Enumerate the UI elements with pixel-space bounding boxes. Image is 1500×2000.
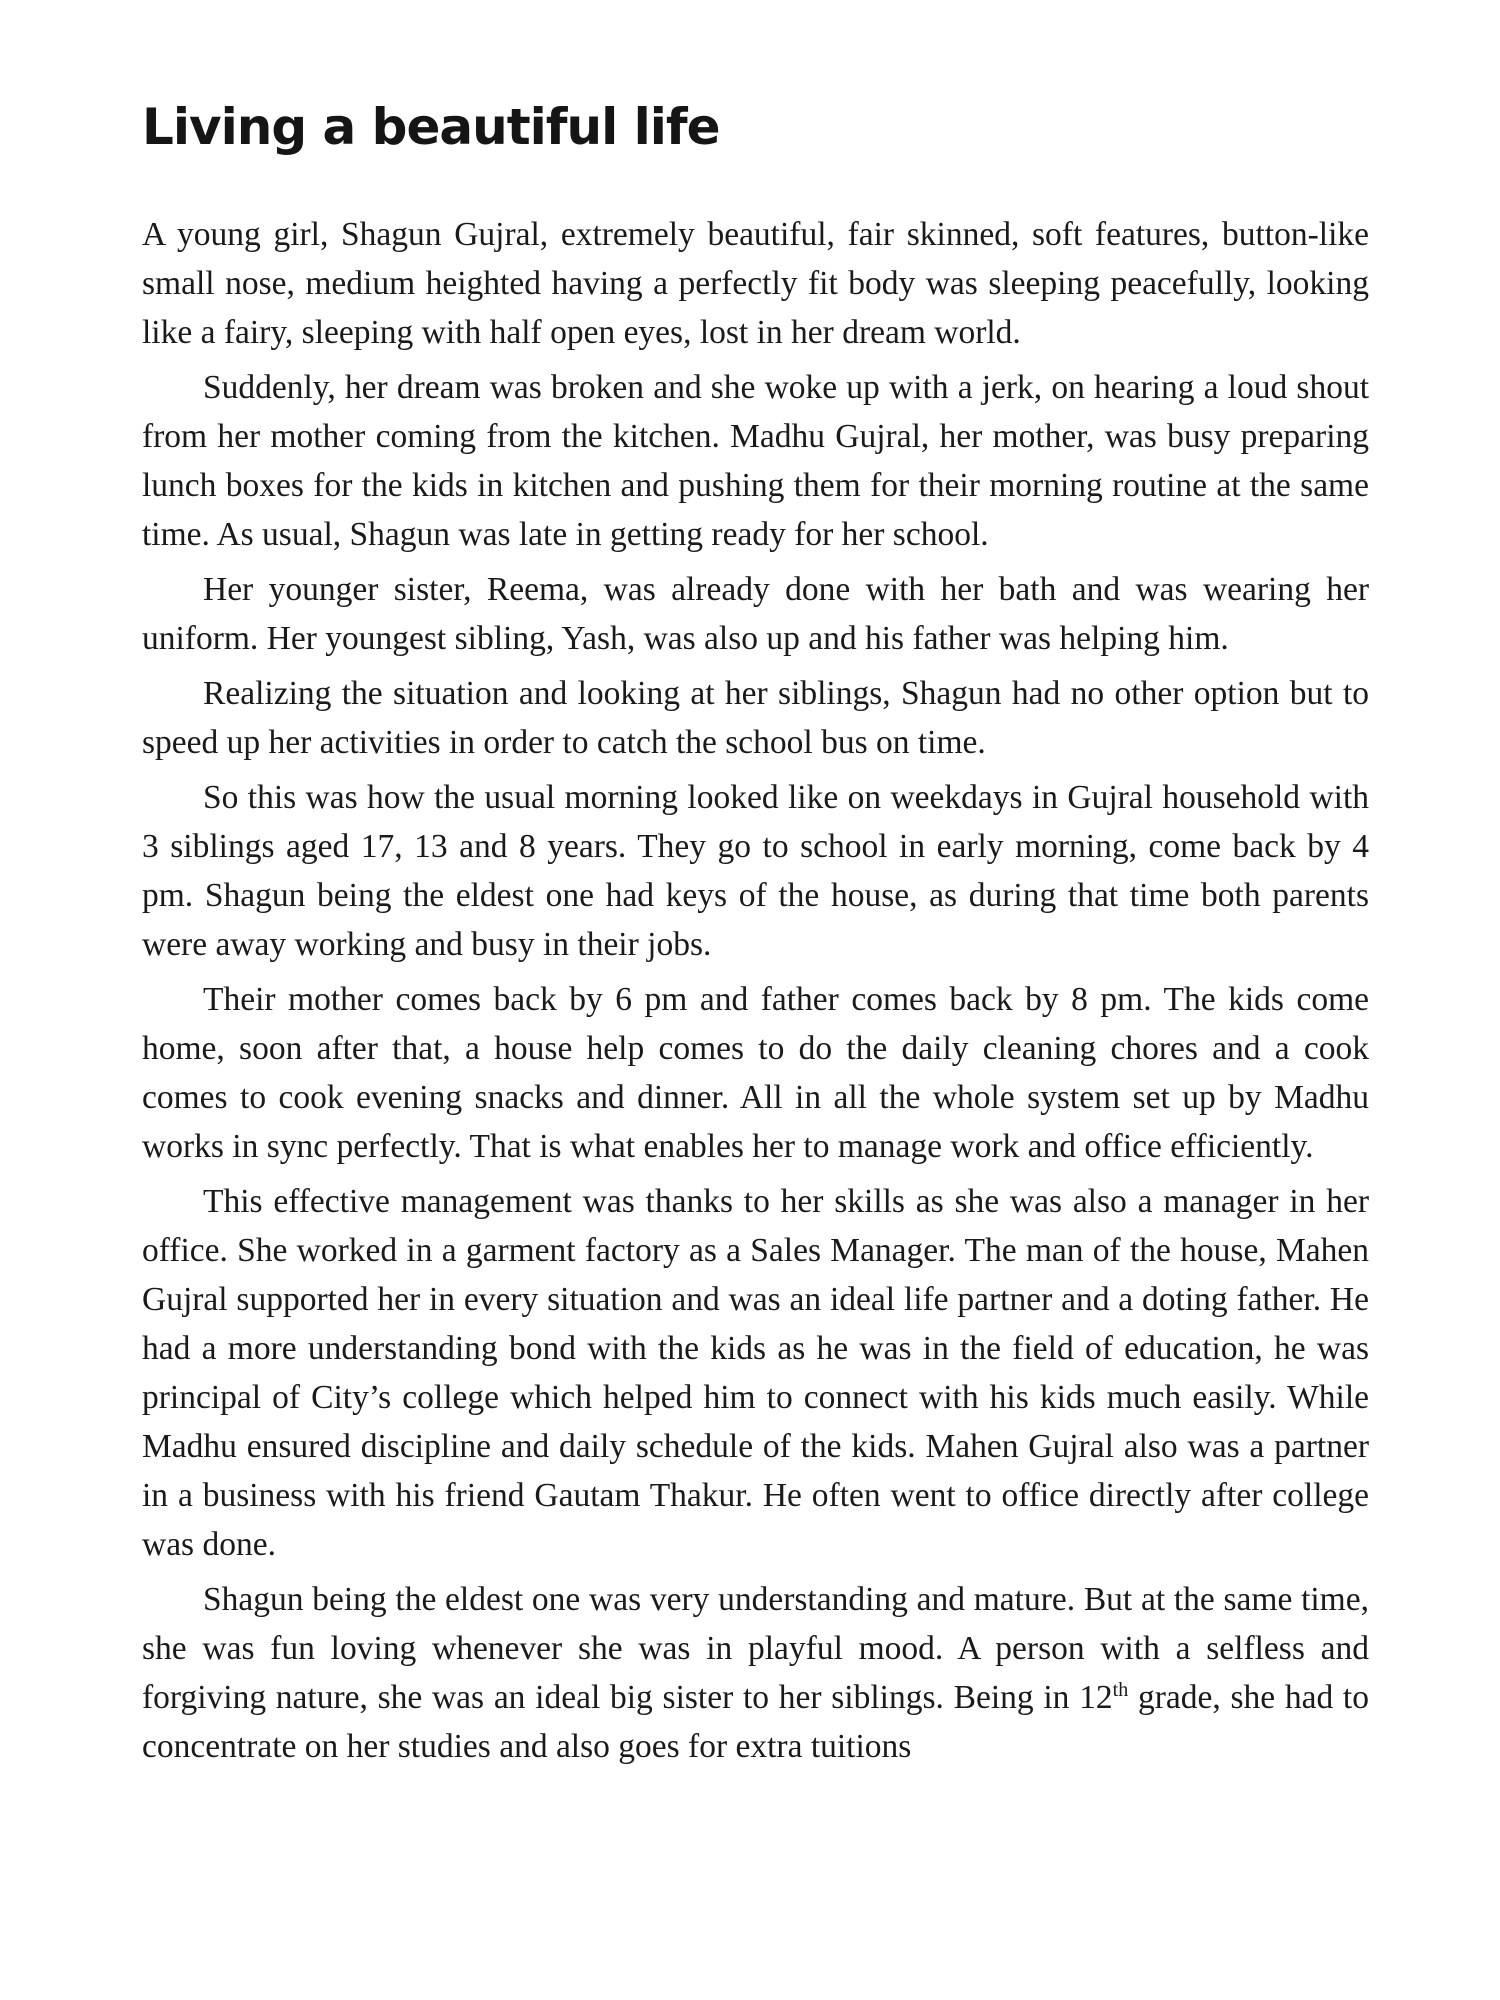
- paragraph-text: grade, she had to concentrate on her studies and also goes for extra tuitions: [142, 1679, 1369, 1765]
- paragraph: So this was how the usual morning looked like on weekdays in Gujral household with 3 siblings aged 17, 13 and 8 years. They go to school in early morning, come back by 4 pm. Shagun being the eldest one had keys of the house, as during that time both parents were away working and busy in their jobs.: [142, 779, 1369, 963]
- paragraph-last: [142, 1575, 1369, 1771]
- paragraph: Realizing the situation and looking at her siblings, Shagun had no other option but to speed up her activities in order to catch the school bus on time.: [142, 675, 1369, 761]
- paragraph: This effective management was thanks to her skills as she was also a manager in her office. She worked in a garment factory as a Sales Manager. The man of the house, Mahen Gujral supported her in every situation and was an ideal life partner and a doting father. He had a more understanding bond with the kids as he was in the field of education, he was principal of City’s college which helped him to connect with his kids much easily. While Madhu ensured discipline and daily schedule of the kids. Mahen Gujral also was a partner in a business with his friend Gautam Thakur. He often went to office directly after college was done.: [142, 1183, 1369, 1563]
- ordinal-suffix: th: [1112, 1678, 1129, 1701]
- paragraph: Her younger sister, Reema, was already done with her bath and was wearing her uniform. Her youngest sibling, Yash, was also up and his father was helping him.: [142, 571, 1369, 657]
- paragraph: A young girl, Shagun Gujral, extremely beautiful, fair skinned, soft features, button-like small nose, medium heighted having a perfectly fit body was sleeping peacefully, looking like a fairy, sleeping with half open eyes, lost in her dream world.: [142, 216, 1369, 351]
- chapter-body: [142, 210, 1369, 1777]
- chapter-title: Living a beautiful life: [142, 98, 720, 156]
- paragraph: Their mother comes back by 6 pm and father comes back by 8 pm. The kids come home, soon after that, a house help comes to do the daily cleaning chores and a cook comes to cook evening snacks and dinner. All in all the whole system set up by Madhu works in sync perfectly. That is what enables her to manage work and office efficiently.: [142, 981, 1369, 1165]
- paragraph: Suddenly, her dream was broken and she woke up with a jerk, on hearing a loud shout from her mother coming from the kitchen. Madhu Gujral, her mother, was busy preparing lunch boxes for the kids in kitchen and pushing them for their morning routine at the same time. As usual, Shagun was late in getting ready for her school.: [142, 369, 1369, 553]
- paragraph-text: Shagun being the eldest one was very understanding and mature. But at the same time, she was fun loving whenever she was in playful mood. A person with a selfless and forgiving nature, she was an ideal big sister to her siblings. Being in 12: [142, 1581, 1369, 1716]
